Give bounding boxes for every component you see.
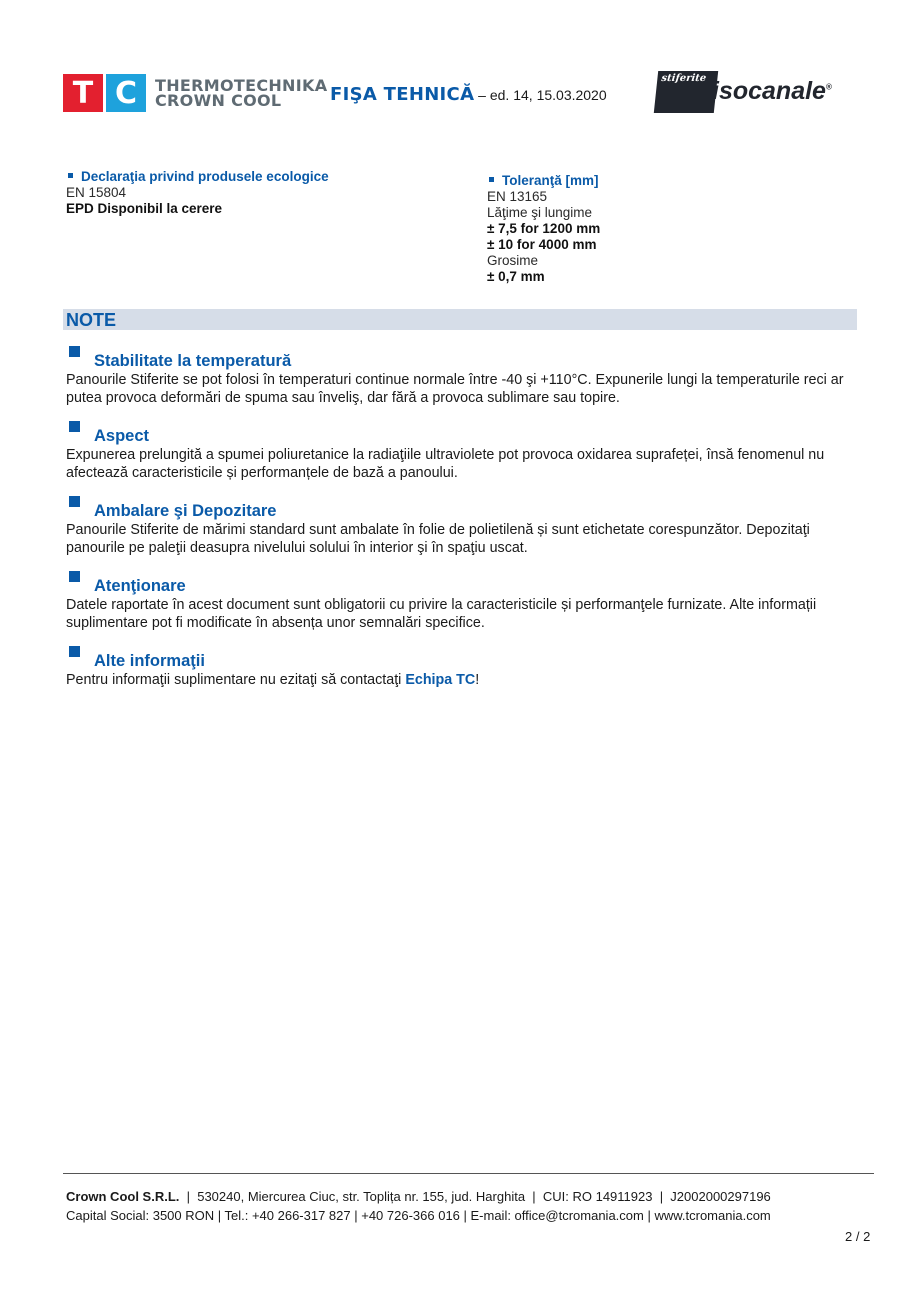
- notes-heading-bar: [63, 309, 857, 330]
- tolerance-standard: EN 13165: [487, 189, 548, 204]
- notes-heading: NOTE: [66, 310, 117, 330]
- logo-company-name: [155, 78, 327, 108]
- heading-text: Toleranţă [mm]: [502, 173, 599, 188]
- title-text: FIŞA TEHNICĂ: [330, 84, 475, 105]
- logo-line-2: CROWN COOL: [155, 91, 282, 110]
- tolerance-block: [487, 173, 600, 285]
- bullet-icon: [489, 177, 494, 182]
- logo-letter-c: C: [106, 74, 146, 112]
- body-tail: !: [475, 672, 480, 688]
- footer-company: Crown Cool S.R.L.: [66, 1189, 180, 1204]
- thermotechnika-logo: [63, 74, 327, 112]
- heading-text: Declaraţia privind produsele ecologice: [81, 169, 329, 184]
- section-title: Aspect: [94, 427, 150, 445]
- isocanale-text: isocanale: [712, 77, 826, 105]
- width-length-label: Lăţime şi lungime: [487, 205, 593, 220]
- footer-line-2: Capital Social: 3500 RON | Tel.: +40 266-317 827 | +40 726-366 016 | E-mail: office@tcromania.com | www.tcromania.com: [66, 1208, 771, 1223]
- square-bullet-icon: [69, 646, 80, 657]
- section-body: Panourile Stiferite se pot folosi în temperaturi continue normale între -40 şi +110°C. Expunerile lungi la temperaturile reci ar putea provoca deformări de spuma sau înveliş, dar fără a provoca sublimare sau topire.: [66, 372, 844, 406]
- square-bullet-icon: [69, 346, 80, 357]
- epd-availability: EPD Disponibil la cerere: [66, 201, 223, 216]
- footer-address: | 530240, Miercurea Ciuc, str. Toplița nr. 155, jud. Harghita | CUI: RO 14911923 | J2002000297196: [179, 1189, 771, 1204]
- tolerance-4000: ± 10 for 4000 mm: [487, 237, 597, 252]
- registered-mark: ®: [825, 82, 832, 92]
- isocanale-wordmark: [712, 77, 832, 106]
- footer-line-1: [66, 1187, 771, 1206]
- section-body: Panourile Stiferite de mărimi standard sunt ambalate în folie de polietilenă și sunt etichetate corespunzător. Depozitaţi panourile pe paleţii deasupra nivelului solului în interior şi în spaţiu uscat.: [66, 522, 810, 556]
- body-text: Pentru informaţii suplimentare nu ezitaţi să contactaţi: [66, 672, 406, 688]
- thickness-label: Grosime: [487, 253, 539, 268]
- stiferite-block-icon: [654, 71, 718, 113]
- stiferite-text: stiferite: [660, 73, 707, 84]
- square-bullet-icon: [69, 421, 80, 432]
- tolerance-1200: ± 7,5 for 1200 mm: [487, 221, 601, 236]
- section-title: Stabilitate la temperatură: [94, 352, 292, 370]
- edition-text: – ed. 14, 15.03.2020: [474, 87, 607, 103]
- section-body: [66, 671, 856, 689]
- square-bullet-icon: [69, 571, 80, 582]
- thickness-tolerance: ± 0,7 mm: [487, 269, 545, 284]
- section-title: Ambalare şi Depozitare: [94, 502, 277, 520]
- tolerance-heading: [487, 173, 600, 189]
- square-bullet-icon: [69, 496, 80, 507]
- ecological-declaration-block: [66, 169, 329, 217]
- document-title: [330, 84, 607, 105]
- bullet-icon: [68, 173, 73, 178]
- footer: [66, 1187, 771, 1225]
- section-body: Expunerea prelungită a spumei poliuretanice la radiaţiile ultraviolete pot provoca oxidarea suprafeței, însă fenomenul nu afectează caracteristicile și performanțele de bază a panoului.: [66, 447, 825, 481]
- section-title: Atenţionare: [94, 577, 186, 595]
- page-number: 2 / 2: [845, 1229, 871, 1244]
- footer-divider: [63, 1173, 874, 1174]
- logo-line-1: THERMOTECHNIKA: [155, 76, 328, 95]
- logo-letter-t: T: [63, 74, 103, 112]
- section-body: Datele raportate în acest document sunt obligatorii cu privire la caracteristicile și performanţele furnizate. Alte informații suplimentare pot fi modificate în absența unor semnalări specifice.: [66, 597, 817, 631]
- isocanale-logo: [656, 71, 832, 117]
- ecological-standard: EN 15804: [66, 185, 127, 200]
- ecological-declaration-heading: [66, 169, 329, 185]
- section-title: Alte informaţii: [94, 652, 205, 670]
- echipa-tc-link[interactable]: Echipa TC: [405, 672, 476, 688]
